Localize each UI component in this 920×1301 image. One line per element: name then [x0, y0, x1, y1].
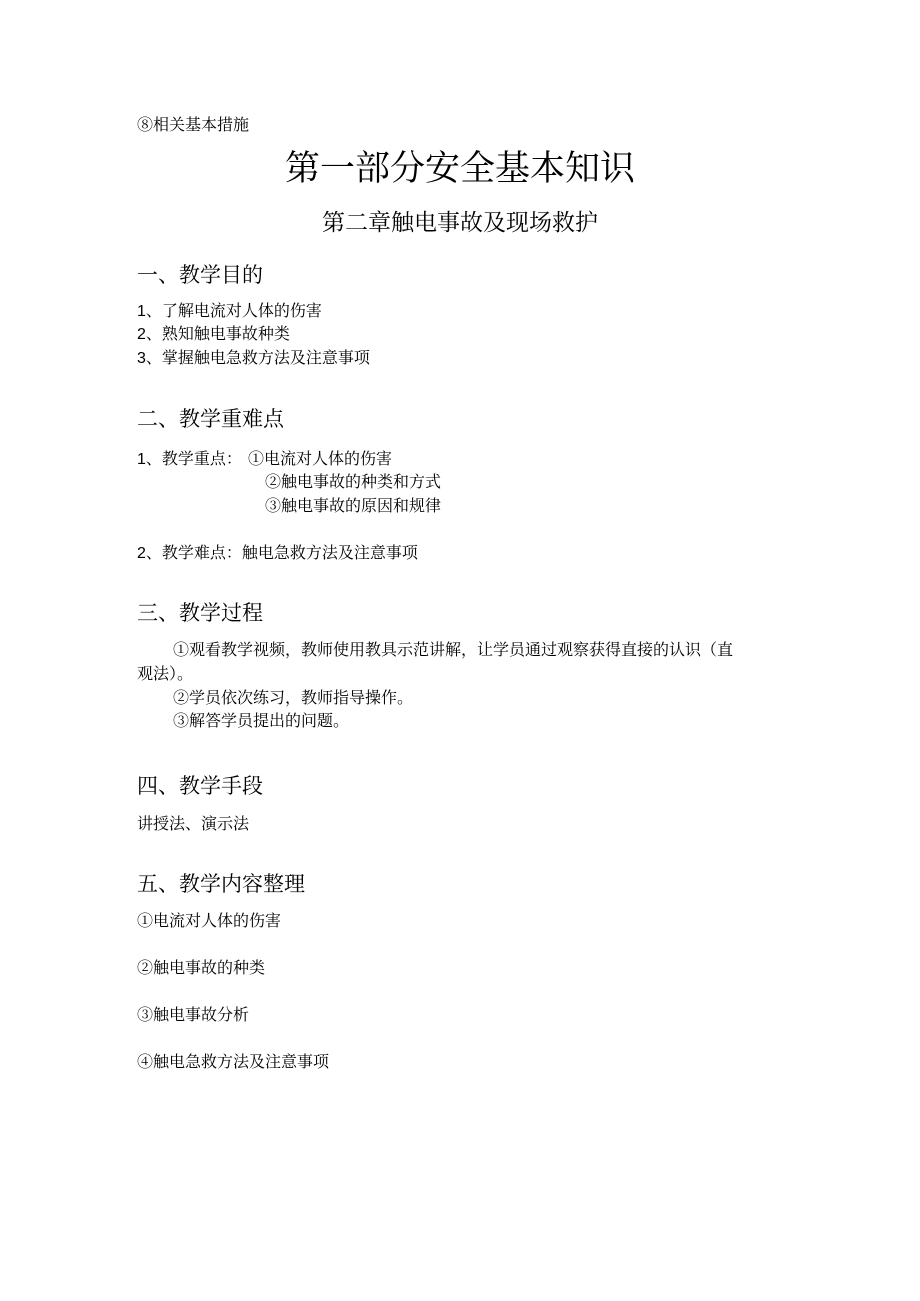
section-heading-1: 一、教学目的	[137, 263, 263, 287]
process-paragraph-line: 观法）。	[137, 664, 194, 683]
top-note: ⑧相关基本措施	[137, 115, 250, 134]
key-point: ①电流对人体的伤害	[248, 449, 393, 468]
content-item: ④触电急救方法及注意事项	[137, 1052, 330, 1071]
item-number: 1	[137, 303, 146, 320]
section-heading-2: 二、教学重难点	[137, 407, 284, 431]
item-text: 、教学难点：触电急救方法及注意事项	[145, 543, 418, 562]
key-point: ③触电事故的原因和规律	[265, 496, 442, 515]
list-item	[137, 303, 322, 320]
section-heading-5: 五、教学内容整理	[137, 872, 305, 896]
item-label: 、教学重点：	[145, 449, 242, 468]
list-item	[137, 326, 290, 343]
key-point: ②触电事故的种类和方式	[265, 472, 442, 491]
methods-text: 讲授法、演示法	[137, 814, 250, 833]
section-heading-3: 三、教学过程	[137, 601, 263, 625]
content-item: ①电流对人体的伤害	[137, 911, 282, 930]
item-number: 2	[137, 326, 146, 343]
list-item	[137, 350, 370, 367]
content-item: ②触电事故的种类	[137, 958, 266, 977]
key-points-label	[137, 451, 242, 468]
process-paragraph: ③解答学员提出的问题。	[173, 711, 350, 730]
item-text: 、掌握触电急救方法及注意事项	[145, 348, 370, 367]
content-item: ③触电事故分析	[137, 1005, 250, 1024]
page-title: 第一部分安全基本知识	[284, 149, 635, 189]
chapter-title: 第二章触电事故及现场救护	[322, 210, 598, 236]
item-text: 、了解电流对人体的伤害	[145, 301, 322, 320]
process-paragraph-line: ①观看教学视频，教师使用教具示范讲解，让学员通过观察获得直接的认识（直	[173, 640, 734, 659]
item-number: 2	[137, 545, 146, 562]
section-heading-4: 四、教学手段	[137, 774, 263, 798]
item-number: 3	[137, 350, 146, 367]
item-number: 1	[137, 451, 146, 468]
item-text: 、熟知触电事故种类	[145, 324, 290, 343]
difficulty-line	[137, 545, 418, 562]
process-paragraph: ②学员依次练习，教师指导操作。	[173, 688, 414, 707]
